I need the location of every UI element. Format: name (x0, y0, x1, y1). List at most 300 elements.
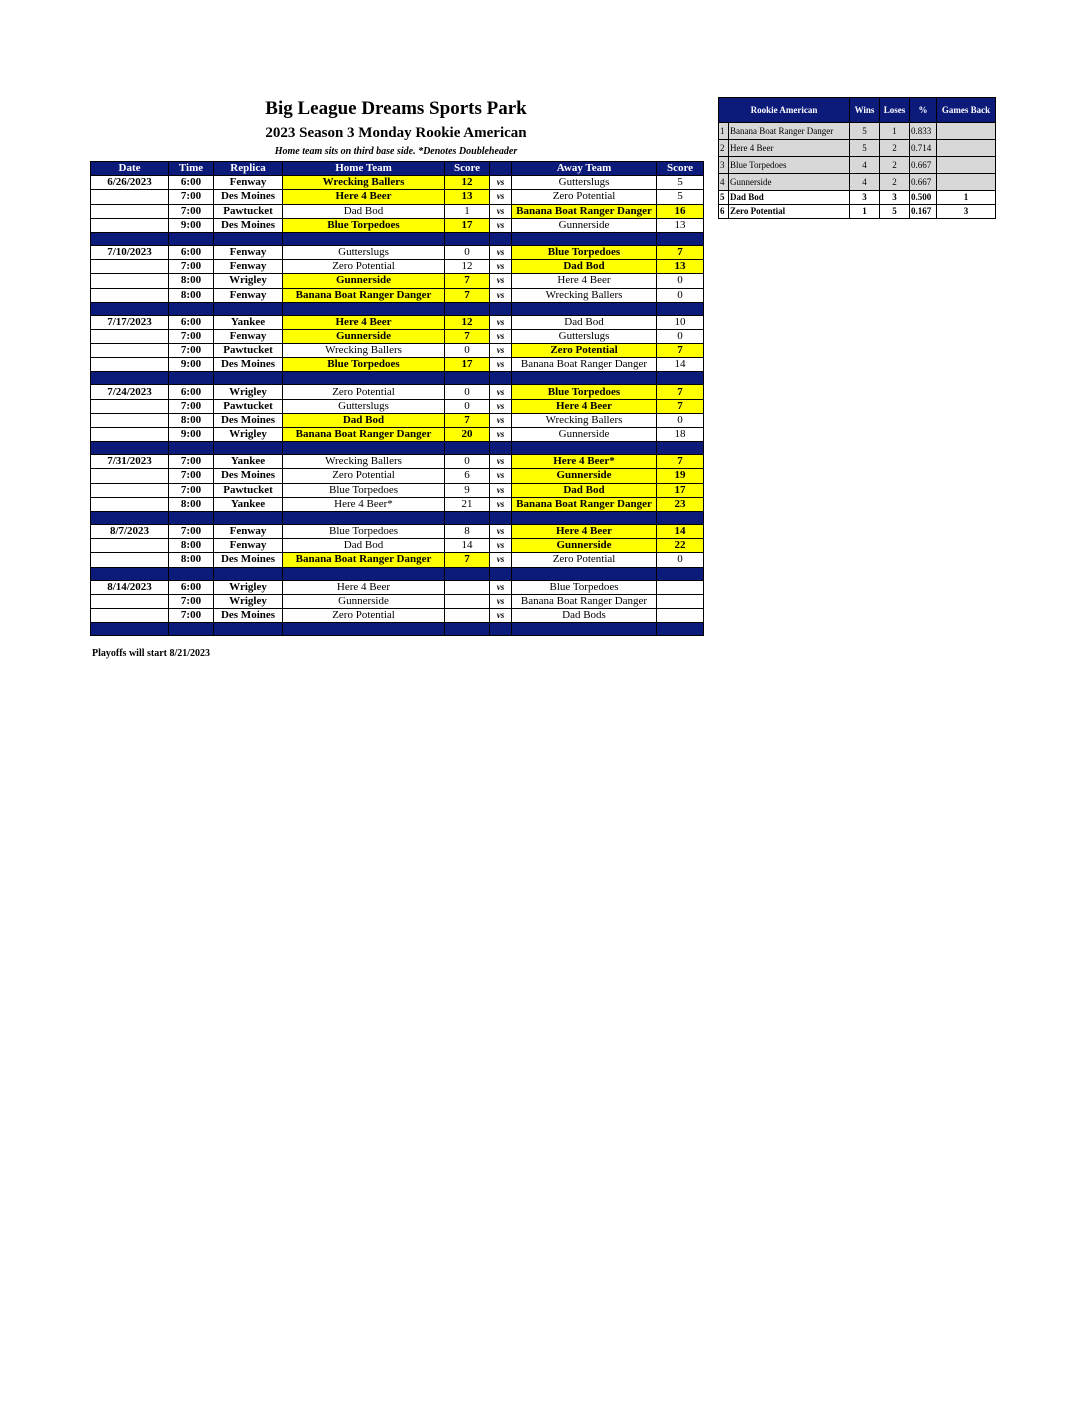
separator-cell (445, 232, 490, 245)
game-row (91, 274, 704, 288)
home-score (445, 580, 490, 594)
home-score: 8 (445, 524, 490, 538)
away-team: Wrecking Ballers (512, 288, 657, 302)
game-field: Fenway (214, 260, 283, 274)
home-score: 0 (445, 245, 490, 259)
vs-label: vs (490, 176, 512, 190)
separator-cell (169, 372, 214, 385)
vs-label: vs (490, 315, 512, 329)
separator-cell (512, 232, 657, 245)
separator-cell (512, 372, 657, 385)
away-team: Banana Boat Ranger Danger (512, 204, 657, 218)
standings-games-back (937, 157, 996, 174)
game-time: 7:00 (169, 344, 214, 358)
away-score: 14 (657, 358, 704, 372)
vs-label: vs (490, 497, 512, 511)
away-score: 7 (657, 344, 704, 358)
game-date (91, 428, 169, 442)
home-team: Zero Potential (283, 469, 445, 483)
standings-games-back (937, 174, 996, 191)
standings-loses: 2 (880, 140, 910, 157)
game-date (91, 274, 169, 288)
vs-label: vs (490, 524, 512, 538)
week-separator (91, 232, 704, 245)
separator-cell (490, 232, 512, 245)
separator-cell (169, 623, 214, 636)
standings-row (719, 123, 996, 140)
game-date (91, 497, 169, 511)
game-time: 7:00 (169, 399, 214, 413)
separator-cell (169, 567, 214, 580)
separator-cell (214, 511, 283, 524)
page-subtitle: 2023 Season 3 Monday Rookie American (265, 125, 527, 141)
game-date: 8/7/2023 (91, 524, 169, 538)
game-field: Fenway (214, 539, 283, 553)
separator-cell (283, 623, 445, 636)
home-score: 9 (445, 483, 490, 497)
home-score: 0 (445, 455, 490, 469)
standings-pct: 0.833 (910, 123, 937, 140)
game-date (91, 204, 169, 218)
separator-cell (512, 567, 657, 580)
standings-rank: 1 (719, 123, 729, 140)
home-team: Dad Bod (283, 539, 445, 553)
standings-row (719, 157, 996, 174)
game-date: 8/14/2023 (91, 580, 169, 594)
standings-pct: 0.500 (910, 191, 937, 205)
game-field: Fenway (214, 288, 283, 302)
game-date (91, 483, 169, 497)
standings-body (719, 123, 996, 219)
game-row (91, 455, 704, 469)
game-date (91, 539, 169, 553)
home-score: 14 (445, 539, 490, 553)
away-team: Blue Torpedoes (512, 245, 657, 259)
vs-label: vs (490, 608, 512, 622)
game-time: 8:00 (169, 553, 214, 567)
column-header-date: Date (91, 162, 169, 176)
separator-cell (512, 302, 657, 315)
game-row (91, 315, 704, 329)
game-row (91, 524, 704, 538)
away-team: Gunnerside (512, 539, 657, 553)
away-team: Dad Bod (512, 315, 657, 329)
vs-label: vs (490, 455, 512, 469)
away-team: Dad Bod (512, 260, 657, 274)
game-time: 7:00 (169, 594, 214, 608)
separator-cell (91, 372, 169, 385)
game-field: Yankee (214, 497, 283, 511)
separator-cell (445, 623, 490, 636)
game-date (91, 218, 169, 232)
home-score: 13 (445, 190, 490, 204)
game-row (91, 580, 704, 594)
game-field: Des Moines (214, 469, 283, 483)
game-date (91, 288, 169, 302)
game-row (91, 594, 704, 608)
game-field: Yankee (214, 455, 283, 469)
home-team: Here 4 Beer* (283, 497, 445, 511)
home-score: 12 (445, 176, 490, 190)
away-score: 7 (657, 399, 704, 413)
standings-games-back (937, 140, 996, 157)
home-score: 0 (445, 399, 490, 413)
separator-cell (169, 302, 214, 315)
standings-team: Gunnerside (729, 174, 850, 191)
away-score: 0 (657, 274, 704, 288)
away-team: Gutterslugs (512, 176, 657, 190)
home-team: Banana Boat Ranger Danger (283, 553, 445, 567)
separator-cell (283, 232, 445, 245)
game-row (91, 413, 704, 427)
week-separator (91, 623, 704, 636)
vs-label: vs (490, 428, 512, 442)
standings-pct: 0.167 (910, 205, 937, 219)
away-score: 0 (657, 553, 704, 567)
game-time: 7:00 (169, 608, 214, 622)
away-team: Dad Bod (512, 483, 657, 497)
standings-team: Dad Bod (729, 191, 850, 205)
standings-rank: 4 (719, 174, 729, 191)
game-field: Wrigley (214, 428, 283, 442)
home-score: 21 (445, 497, 490, 511)
away-team: Zero Potential (512, 553, 657, 567)
away-score: 19 (657, 469, 704, 483)
separator-cell (512, 442, 657, 455)
home-score (445, 594, 490, 608)
standings-row (719, 140, 996, 157)
home-team: Banana Boat Ranger Danger (283, 288, 445, 302)
game-date (91, 594, 169, 608)
home-team: Wrecking Ballers (283, 176, 445, 190)
game-time: 6:00 (169, 385, 214, 399)
column-header-away-team: Away Team (512, 162, 657, 176)
column-header-replica: Replica (214, 162, 283, 176)
game-row (91, 497, 704, 511)
away-team: Gunnerside (512, 469, 657, 483)
game-time: 8:00 (169, 288, 214, 302)
week-separator (91, 567, 704, 580)
separator-cell (512, 623, 657, 636)
game-date (91, 344, 169, 358)
vs-label: vs (490, 329, 512, 343)
away-team: Dad Bods (512, 608, 657, 622)
game-row (91, 358, 704, 372)
away-team: Here 4 Beer (512, 399, 657, 413)
home-score: 7 (445, 274, 490, 288)
away-score: 10 (657, 315, 704, 329)
separator-cell (169, 511, 214, 524)
home-score: 17 (445, 218, 490, 232)
away-score: 0 (657, 329, 704, 343)
home-team: Wrecking Ballers (283, 455, 445, 469)
game-row (91, 176, 704, 190)
game-row (91, 469, 704, 483)
game-field: Des Moines (214, 553, 283, 567)
separator-cell (214, 567, 283, 580)
home-team: Here 4 Beer (283, 315, 445, 329)
standings-rank: 5 (719, 191, 729, 205)
game-field: Wrigley (214, 385, 283, 399)
home-team: Gunnerside (283, 274, 445, 288)
home-team: Blue Torpedoes (283, 358, 445, 372)
separator-cell (445, 511, 490, 524)
week-separator (91, 372, 704, 385)
vs-label: vs (490, 190, 512, 204)
separator-cell (657, 511, 704, 524)
separator-cell (657, 232, 704, 245)
home-score (445, 608, 490, 622)
standings-row (719, 205, 996, 219)
separator-cell (283, 442, 445, 455)
home-score: 7 (445, 553, 490, 567)
home-team: Here 4 Beer (283, 580, 445, 594)
home-team: Gutterslugs (283, 399, 445, 413)
game-row (91, 344, 704, 358)
standings-loses: 3 (880, 191, 910, 205)
game-time: 6:00 (169, 176, 214, 190)
game-time: 6:00 (169, 580, 214, 594)
standings-team: Here 4 Beer (729, 140, 850, 157)
home-team: Zero Potential (283, 260, 445, 274)
away-score: 16 (657, 204, 704, 218)
game-date (91, 190, 169, 204)
away-score: 23 (657, 497, 704, 511)
game-time: 8:00 (169, 539, 214, 553)
home-score: 7 (445, 413, 490, 427)
standings-loses: 5 (880, 205, 910, 219)
home-team: Zero Potential (283, 608, 445, 622)
separator-cell (91, 511, 169, 524)
away-team: Here 4 Beer* (512, 455, 657, 469)
separator-cell (283, 511, 445, 524)
standings-games-back (937, 123, 996, 140)
away-team: Banana Boat Ranger Danger (512, 497, 657, 511)
separator-cell (657, 372, 704, 385)
standings-wins: 4 (850, 174, 880, 191)
separator-cell (283, 567, 445, 580)
vs-label: vs (490, 218, 512, 232)
game-row (91, 329, 704, 343)
away-team: Blue Torpedoes (512, 580, 657, 594)
away-score (657, 608, 704, 622)
standings-wins: 5 (850, 140, 880, 157)
away-score: 0 (657, 413, 704, 427)
standings-header-row (719, 98, 996, 123)
game-date: 7/17/2023 (91, 315, 169, 329)
game-field: Fenway (214, 524, 283, 538)
home-score: 0 (445, 344, 490, 358)
game-field: Yankee (214, 315, 283, 329)
away-team: Gunnerside (512, 428, 657, 442)
vs-label: vs (490, 399, 512, 413)
separator-cell (91, 623, 169, 636)
separator-cell (490, 567, 512, 580)
home-score: 7 (445, 329, 490, 343)
game-field: Des Moines (214, 608, 283, 622)
away-team: Here 4 Beer (512, 524, 657, 538)
home-team: Dad Bod (283, 413, 445, 427)
home-team: Here 4 Beer (283, 190, 445, 204)
schedule-header-row (91, 162, 704, 176)
home-score: 0 (445, 385, 490, 399)
home-score: 6 (445, 469, 490, 483)
game-time: 8:00 (169, 274, 214, 288)
game-row (91, 399, 704, 413)
away-team: Gutterslugs (512, 329, 657, 343)
game-field: Pawtucket (214, 483, 283, 497)
standings-games-back: 3 (937, 205, 996, 219)
separator-cell (91, 567, 169, 580)
vs-label: vs (490, 553, 512, 567)
away-team: Blue Torpedoes (512, 385, 657, 399)
separator-cell (91, 232, 169, 245)
away-score: 13 (657, 218, 704, 232)
standings-wins: 1 (850, 205, 880, 219)
game-field: Pawtucket (214, 204, 283, 218)
standings-rank: 3 (719, 157, 729, 174)
column-header-away-score: Score (657, 162, 704, 176)
standings-loses: 1 (880, 123, 910, 140)
game-field: Fenway (214, 176, 283, 190)
game-date (91, 469, 169, 483)
game-row (91, 190, 704, 204)
game-time: 6:00 (169, 315, 214, 329)
standings-loses: 2 (880, 174, 910, 191)
standings-pct: 0.714 (910, 140, 937, 157)
game-time: 7:00 (169, 455, 214, 469)
away-score: 17 (657, 483, 704, 497)
standings-rank: 2 (719, 140, 729, 157)
home-team: Gutterslugs (283, 245, 445, 259)
column-header-vs (490, 162, 512, 176)
game-time: 7:00 (169, 190, 214, 204)
game-date (91, 608, 169, 622)
vs-label: vs (490, 260, 512, 274)
separator-cell (490, 372, 512, 385)
separator-cell (490, 442, 512, 455)
vs-label: vs (490, 385, 512, 399)
separator-cell (169, 232, 214, 245)
away-score (657, 594, 704, 608)
away-score: 13 (657, 260, 704, 274)
home-score: 20 (445, 428, 490, 442)
away-score: 7 (657, 385, 704, 399)
vs-label: vs (490, 204, 512, 218)
standings-team: Zero Potential (729, 205, 850, 219)
separator-cell (169, 442, 214, 455)
schedule-titles (90, 96, 702, 160)
separator-cell (214, 302, 283, 315)
separator-cell (490, 302, 512, 315)
separator-cell (283, 372, 445, 385)
game-row (91, 288, 704, 302)
standings-header-division: Rookie American (719, 98, 850, 123)
home-team: Wrecking Ballers (283, 344, 445, 358)
column-header-time: Time (169, 162, 214, 176)
standings-header-games-back: Games Back (937, 98, 996, 123)
game-row (91, 218, 704, 232)
game-date: 7/24/2023 (91, 385, 169, 399)
game-time: 9:00 (169, 218, 214, 232)
game-field: Wrigley (214, 580, 283, 594)
standings-team: Banana Boat Ranger Danger (729, 123, 850, 140)
home-score: 7 (445, 288, 490, 302)
game-time: 7:00 (169, 329, 214, 343)
separator-cell (214, 442, 283, 455)
away-team: Wrecking Ballers (512, 413, 657, 427)
away-team: Banana Boat Ranger Danger (512, 594, 657, 608)
game-time: 7:00 (169, 204, 214, 218)
vs-label: vs (490, 245, 512, 259)
home-team: Zero Potential (283, 385, 445, 399)
game-field: Des Moines (214, 218, 283, 232)
standings-wins: 5 (850, 123, 880, 140)
away-team: Gunnerside (512, 218, 657, 232)
away-team: Here 4 Beer (512, 274, 657, 288)
game-row (91, 385, 704, 399)
home-team-note: Home team sits on third base side. *Denotes Doubleheader (274, 146, 518, 157)
week-separator (91, 511, 704, 524)
schedule-body (91, 176, 704, 636)
playoffs-note: Playoffs will start 8/21/2023 (92, 648, 211, 659)
game-row (91, 483, 704, 497)
away-score: 5 (657, 176, 704, 190)
home-score: 12 (445, 315, 490, 329)
standings-table (718, 97, 996, 219)
standings-pct: 0.667 (910, 174, 937, 191)
standings-wins: 3 (850, 191, 880, 205)
game-date: 7/31/2023 (91, 455, 169, 469)
standings-header-loses: Loses (880, 98, 910, 123)
game-row (91, 428, 704, 442)
away-score: 22 (657, 539, 704, 553)
vs-label: vs (490, 274, 512, 288)
home-team: Blue Torpedoes (283, 483, 445, 497)
game-field: Wrigley (214, 594, 283, 608)
home-team: Gunnerside (283, 594, 445, 608)
game-date (91, 329, 169, 343)
separator-cell (445, 442, 490, 455)
standings-games-back: 1 (937, 191, 996, 205)
away-score: 0 (657, 288, 704, 302)
game-field: Des Moines (214, 358, 283, 372)
vs-label: vs (490, 288, 512, 302)
away-team: Zero Potential (512, 344, 657, 358)
standings-row (719, 174, 996, 191)
away-score: 5 (657, 190, 704, 204)
separator-cell (445, 567, 490, 580)
vs-label: vs (490, 469, 512, 483)
game-date: 6/26/2023 (91, 176, 169, 190)
game-field: Pawtucket (214, 399, 283, 413)
game-time: 9:00 (169, 358, 214, 372)
separator-cell (214, 372, 283, 385)
game-field: Pawtucket (214, 344, 283, 358)
standings-rank: 6 (719, 205, 729, 219)
standings-pct: 0.667 (910, 157, 937, 174)
separator-cell (657, 302, 704, 315)
away-score (657, 580, 704, 594)
game-time: 8:00 (169, 413, 214, 427)
game-date (91, 260, 169, 274)
separator-cell (91, 442, 169, 455)
separator-cell (214, 623, 283, 636)
separator-cell (91, 302, 169, 315)
separator-cell (512, 511, 657, 524)
home-score: 1 (445, 204, 490, 218)
standings-row (719, 191, 996, 205)
